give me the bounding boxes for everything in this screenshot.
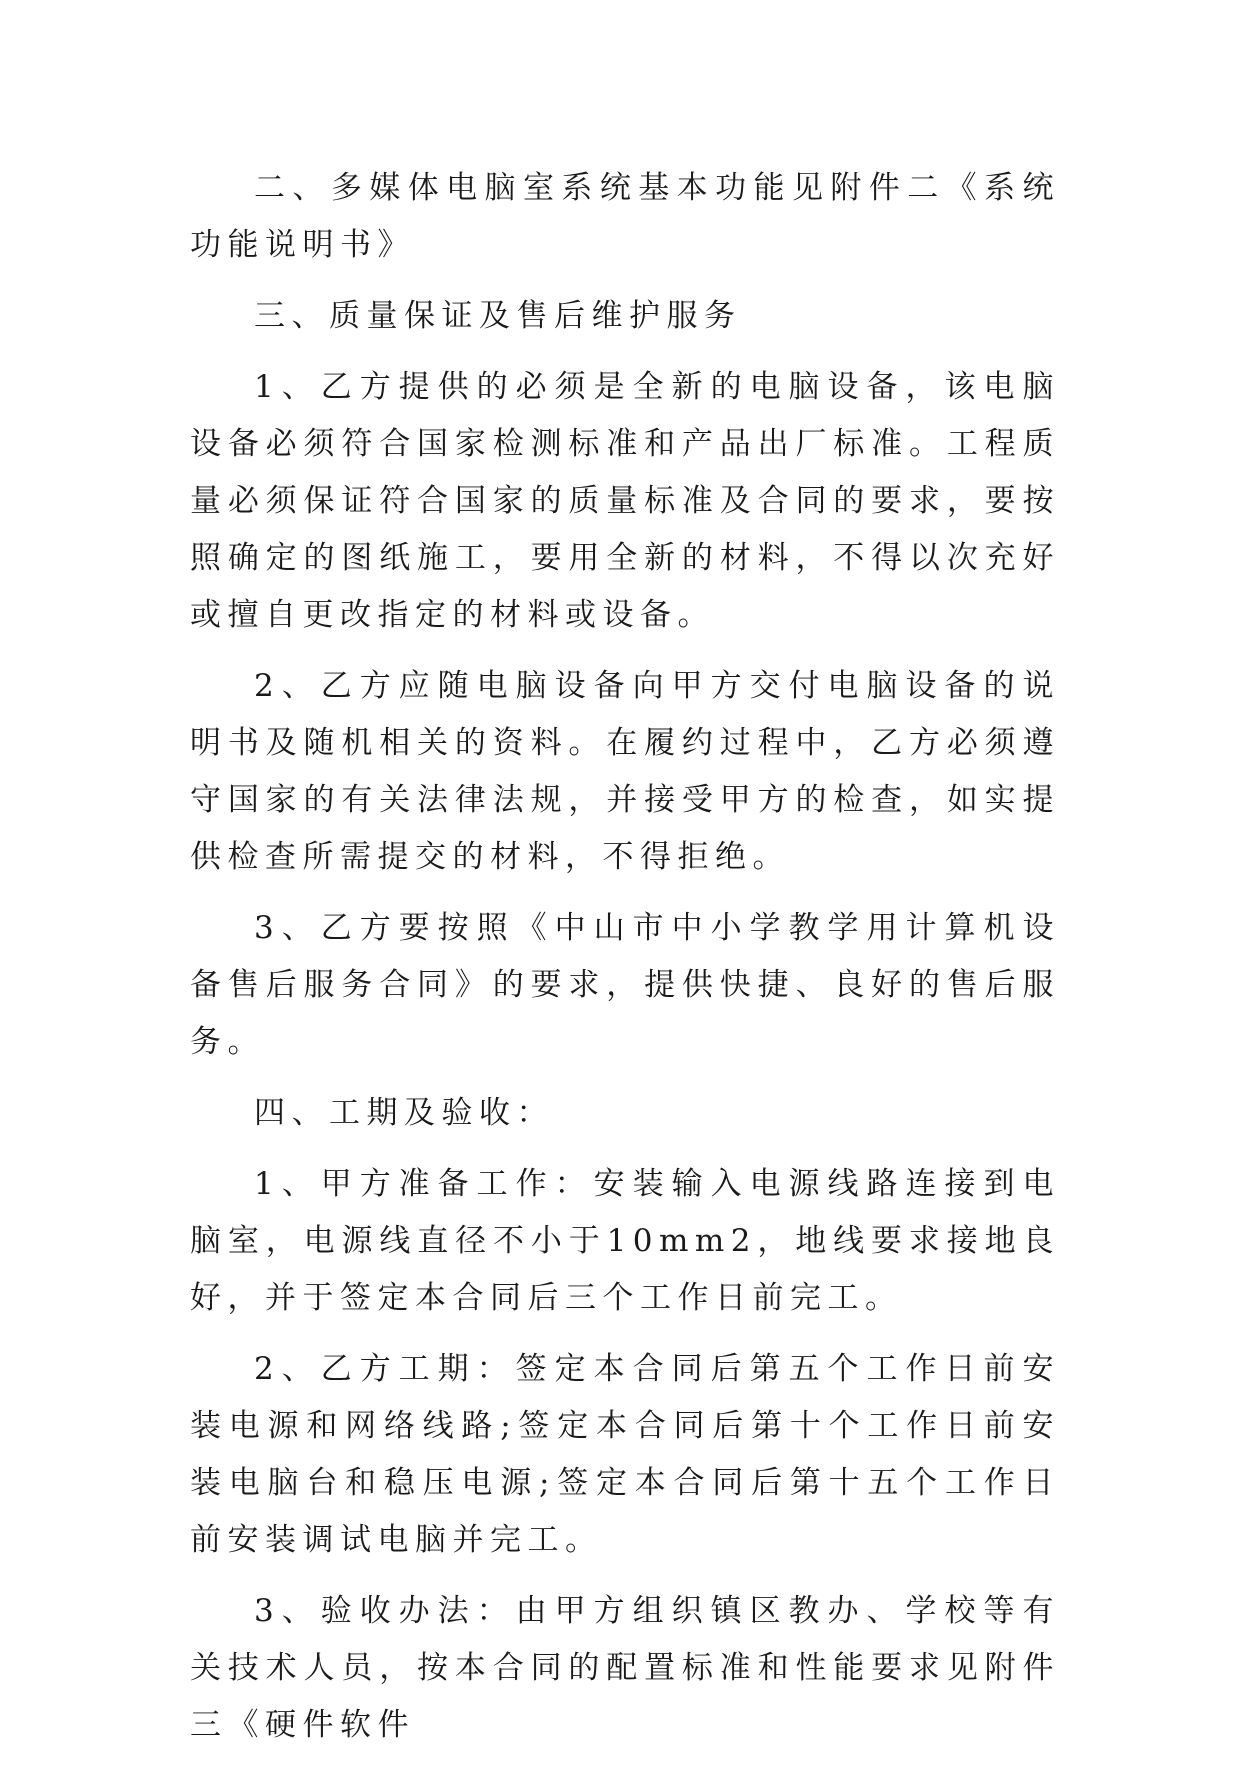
paragraph-system-functions: 二、多媒体电脑室系统基本功能见附件二《系统功能说明书》 <box>190 170 1060 263</box>
paragraph-after-sales-service: 3、乙方要按照《中山市中小学教学用计算机设备售后服务合同》的要求，提供快捷、良好的售后服务。 <box>190 910 1060 1060</box>
paragraph-acceptance-method: 3、验收办法：由甲方组织镇区教办、学校等有关技术人员，按本合同的配置标准和性能要求见附件三《硬件软件 <box>190 1593 1060 1743</box>
heading-schedule-and-acceptance: 四、工期及验收： <box>254 1095 554 1131</box>
paragraph-new-equipment: 1、乙方提供的必须是全新的电脑设备，该电脑设备必须符合国家检测标准和产品出厂标准。工程质量必须保证符合国家的质量标准及合同的要求，要按照确定的图纸施工，要用全新的材料，不得以次充好或擅自更改指定的材料或设备。 <box>190 369 1060 633</box>
paragraph-party-a-preparation: 1、甲方准备工作：安装输入电源线路连接到电脑室，电源线直径不小于10mm2，地线要求接地良好，并于签定本合同后三个工作日前完工。 <box>190 1166 1060 1316</box>
heading-quality-assurance: 三、质量保证及售后维护服务 <box>254 298 742 334</box>
paragraph-manuals-and-compliance: 2、乙方应随电脑设备向甲方交付电脑设备的说明书及随机相关的资料。在履约过程中，乙方必须遵守国家的有关法律法规，并接受甲方的检查，如实提供检查所需提交的材料，不得拒绝。 <box>190 668 1060 875</box>
paragraph-party-b-schedule: 2、乙方工期：签定本合同后第五个工作日前安装电源和网络线路;签定本合同后第十个工作日前安装电脑台和稳压电源;签定本合同后第十五个工作日前安装调试电脑并完工。 <box>190 1351 1060 1558</box>
document-body <box>190 160 1060 1768</box>
